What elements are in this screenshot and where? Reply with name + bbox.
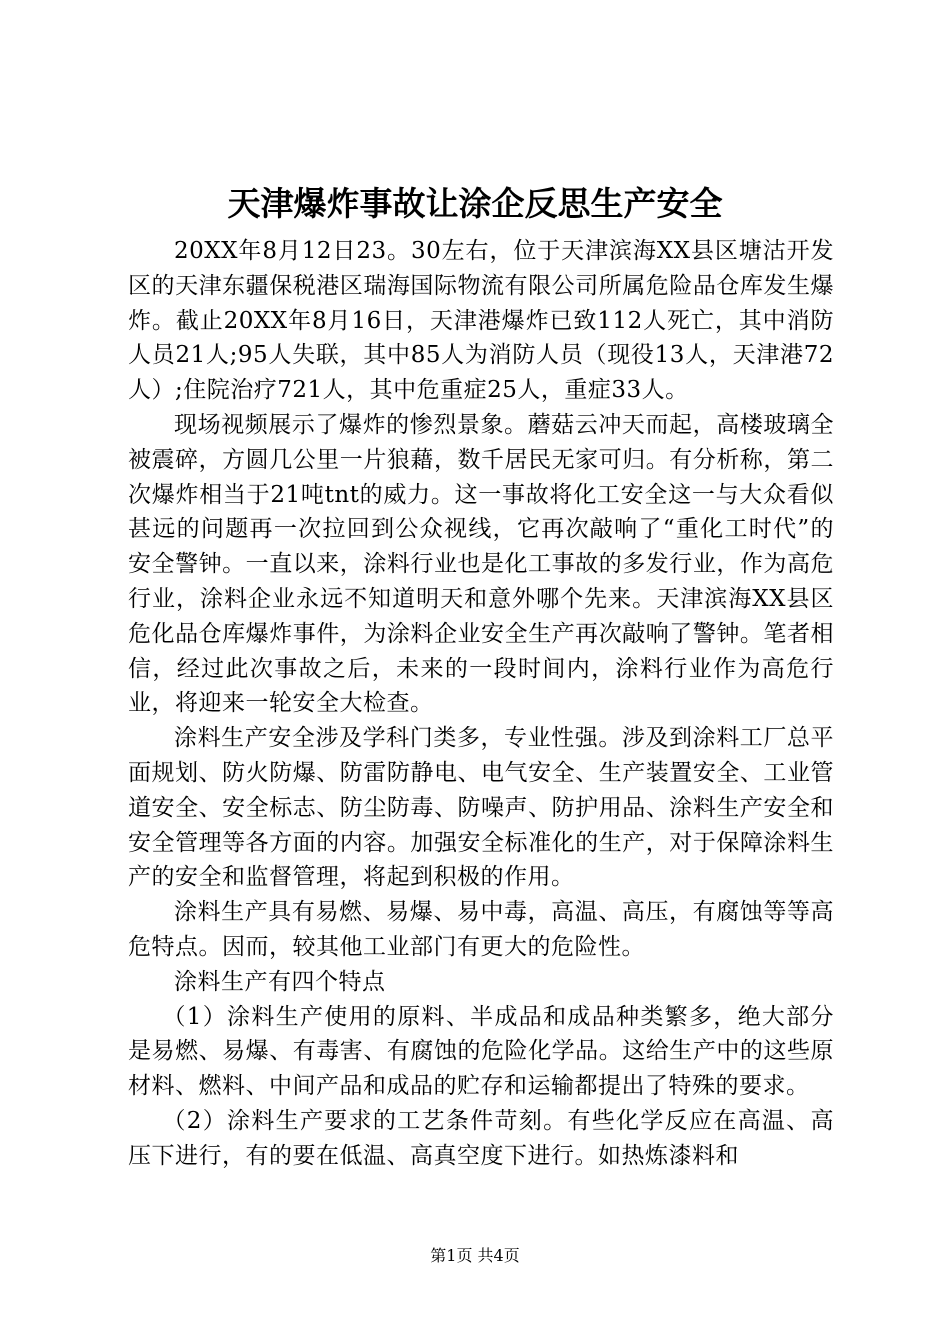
paragraph: （2）涂料生产要求的工艺条件苛刻。有些化学反应在高温、高压下进行，有的要在低温、高真空度下进行。如热炼漆料和 (128, 1107, 834, 1169)
paragraph: 涂料生产具有易燃、易爆、易中毒，高温、高压，有腐蚀等等高危特点。因而，较其他工业部门有更大的危险性。 (128, 899, 834, 960)
page-footer: 第1页 共4页 (430, 1246, 520, 1265)
document-body (128, 234, 834, 1174)
paragraph: （1）涂料生产使用的原料、半成品和成品种类繁多，绝大部分是易燃、易爆、有毒害、有腐蚀的危险化学品。这给生产中的这些原材料、燃料、中间产品和成品的贮存和运输都提出了特殊的要求。 (128, 1003, 834, 1100)
paragraph: 20XX年8月12日23。30左右，位于天津滨海XX县区塘沽开发区的天津东疆保税港区瑞海国际物流有限公司所属危险品仓库发生爆炸。截止20XX年8月16日，天津港爆炸已致112人死亡，其中消防人员21人;95人失联，其中85人为消防人员（现役13人，天津港72人）;住院治疗721人，其中危重症25人，重症33人。 (128, 238, 834, 404)
paragraph: 涂料生产有四个特点 (174, 968, 386, 995)
document-title: 天津爆炸事故让涂企反思生产安全 (227, 184, 723, 223)
paragraph: 涂料生产安全涉及学科门类多，专业性强。涉及到涂料工厂总平面规划、防火防爆、防雷防静电、电气安全、生产装置安全、工业管道安全、安全标志、防尘防毒、防噪声、防护用品、涂料生产安全和安全管理等各方面的内容。加强安全标准化的生产，对于保障涂料生产的安全和监督管理，将起到积极的作用。 (128, 725, 834, 891)
paragraph: 现场视频展示了爆炸的惨烈景象。蘑菇云冲天而起，高楼玻璃全被震碎，方圆几公里一片狼藉，数千居民无家可归。有分析称，第二次爆炸相当于21吨tnt的威力。这一事故将化工安全这一与大众看似甚远的问题再一次拉回到公众视线，它再次敲响了“重化工时代”的安全警钟。一直以来，涂料行业也是化工事故的多发行业，作为高危行业，涂料企业永远不知道明天和意外哪个先来。天津滨海XX县区危化品仓库爆炸事件，为涂料企业安全生产再次敲响了警钟。笔者相信，经过此次事故之后，未来的一段时间内，涂料行业作为高危行业，将迎来一轮安全大检查。 (128, 411, 834, 717)
